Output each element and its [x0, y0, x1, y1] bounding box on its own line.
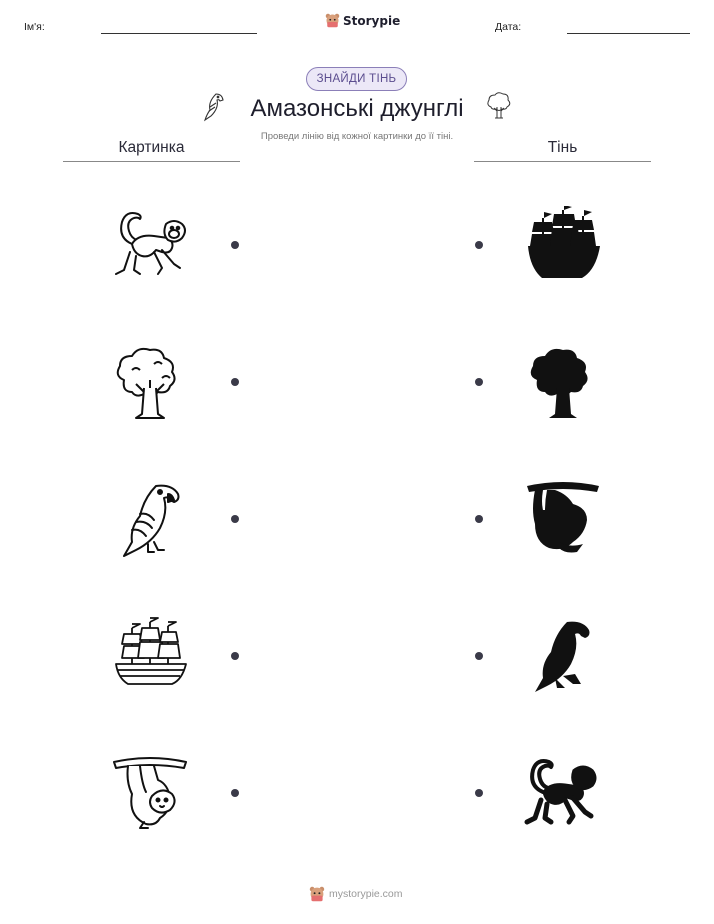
right-column-header: Тінь: [547, 139, 578, 156]
right-connect-dot[interactable]: [475, 241, 483, 249]
left-connect-dot[interactable]: [231, 652, 239, 660]
right-connect-dot[interactable]: [475, 378, 483, 386]
bear-logo-icon: [309, 886, 325, 902]
brand-name: Storypie: [343, 13, 401, 28]
ship-shadow-icon: [524, 206, 604, 286]
right-connect-dot[interactable]: [475, 789, 483, 797]
activity-badge: ЗНАЙДИ ТІНЬ: [306, 67, 407, 91]
left-connect-dot[interactable]: [231, 515, 239, 523]
page-title: Амазонські джунглі: [250, 95, 464, 122]
date-label: Дата:: [495, 21, 522, 33]
right-connect-dot[interactable]: [475, 652, 483, 660]
name-line[interactable]: [101, 33, 257, 34]
left-connect-dot[interactable]: [231, 378, 239, 386]
ship-outline-icon: [110, 616, 190, 696]
left-column-header: Картинка: [118, 139, 185, 156]
footer-url[interactable]: mystorypie.com: [329, 888, 403, 900]
name-label: Ім'я:: [24, 21, 45, 33]
sloth-outline-icon: [110, 752, 190, 832]
parrot-outline-icon: [110, 480, 190, 560]
tree-shadow-icon: [523, 342, 603, 422]
date-line[interactable]: [567, 33, 690, 34]
sloth-shadow-icon: [523, 480, 603, 560]
right-connect-dot[interactable]: [475, 515, 483, 523]
brand-logo: [325, 13, 400, 28]
left-connect-dot[interactable]: [231, 241, 239, 249]
instructions: Проведи лінію від кожної картинки до її тіні.: [260, 131, 454, 142]
bear-logo-icon: [325, 13, 340, 28]
monkey-outline-icon: [110, 204, 190, 284]
left-column-rule: [63, 161, 240, 162]
parrot-shadow-icon: [523, 616, 603, 696]
tree-outline-icon: [110, 342, 190, 422]
left-connect-dot[interactable]: [231, 789, 239, 797]
right-column-rule: [474, 161, 651, 162]
footer: [309, 886, 403, 902]
tree-decoration-icon: [485, 91, 513, 121]
monkey-shadow-icon: [521, 752, 601, 832]
